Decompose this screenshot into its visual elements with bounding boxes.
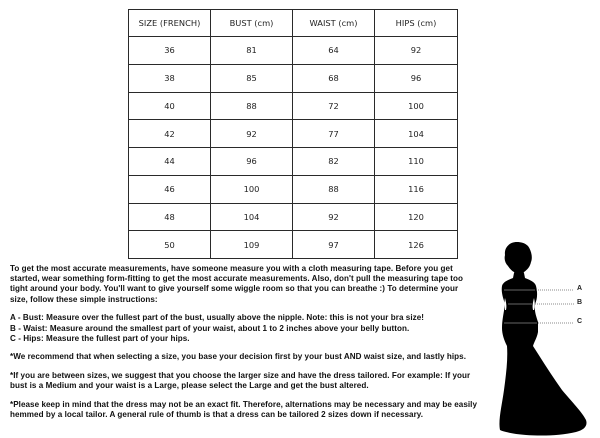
label-hips-c: C — [577, 318, 583, 325]
cell-waist: 72 — [293, 92, 375, 120]
cell-size: 48 — [129, 203, 211, 231]
cell-size: 46 — [129, 175, 211, 203]
cell-waist: 92 — [293, 203, 375, 231]
cell-waist: 82 — [293, 148, 375, 176]
cell-bust: 85 — [211, 64, 293, 92]
header-hips: HIPS (cm) — [375, 10, 458, 37]
cell-bust: 88 — [211, 92, 293, 120]
cell-hips: 110 — [375, 148, 458, 176]
cell-hips: 126 — [375, 231, 458, 259]
cell-size: 44 — [129, 148, 211, 176]
cell-waist: 68 — [293, 64, 375, 92]
step-bust: A - Bust: Measure over the fullest part of the bust, usually above the nipple. Note: this is not your bra size! — [10, 313, 425, 323]
table-row — [129, 203, 458, 231]
label-waist-b: B — [577, 299, 583, 306]
table-row — [129, 175, 458, 203]
header-waist: WAIST (cm) — [293, 10, 375, 37]
table-row — [129, 148, 458, 176]
cell-waist: 97 — [293, 231, 375, 259]
intro-line: To get the most accurate measurements, have someone measure you with a cloth measuring tape. Before you get — [10, 264, 453, 273]
table-row — [129, 231, 458, 259]
between-sizes-line: bust is a Medium and your waist is a Large, please select the Large and get the bust altered. — [10, 381, 369, 391]
cell-hips: 120 — [375, 203, 458, 231]
cell-bust: 96 — [211, 148, 293, 176]
label-bust-a: A — [577, 285, 583, 292]
cell-bust: 100 — [211, 175, 293, 203]
table-row — [129, 64, 458, 92]
cell-waist: 88 — [293, 175, 375, 203]
cell-waist: 64 — [293, 37, 375, 65]
cell-bust: 81 — [211, 37, 293, 65]
between-sizes-line: *If you are between sizes, we suggest that you choose the larger size and have the dress tailored. For example: If your — [10, 371, 471, 381]
cell-bust: 92 — [211, 120, 293, 148]
cell-hips: 92 — [375, 37, 458, 65]
cell-hips: 116 — [375, 175, 458, 203]
size-chart-table — [128, 9, 458, 259]
cell-waist: 77 — [293, 120, 375, 148]
cell-bust: 109 — [211, 231, 293, 259]
fit-note-line: *Please keep in mind that the dress may not be an exact fit. Therefore, alternations may be necessary and may be easily — [10, 400, 478, 410]
table-row — [129, 92, 458, 120]
step-waist: B - Waist: Measure around the smallest part of your waist, about 1 to 2 inches above your belly button. — [10, 323, 410, 333]
cell-hips: 96 — [375, 64, 458, 92]
cell-size: 40 — [129, 92, 211, 120]
cell-hips: 100 — [375, 92, 458, 120]
table-row — [129, 120, 458, 148]
cell-hips: 104 — [375, 120, 458, 148]
intro-line: size, follow these simple instructions: — [10, 294, 158, 304]
cell-size: 38 — [129, 64, 211, 92]
cell-bust: 104 — [211, 203, 293, 231]
cell-size: 36 — [129, 37, 211, 65]
header-size: SIZE (FRENCH) — [129, 10, 211, 37]
step-hips: C - Hips: Measure the fullest part of your hips. — [10, 333, 190, 343]
cell-size: 42 — [129, 120, 211, 148]
measurement-figure — [490, 240, 600, 438]
recommendation-note: *We recommend that when selecting a size, you base your decision first by your bust AND waist size, and lastly hips. — [10, 352, 467, 362]
intro-line: started, wear something form-fitting to get the most accurate measurements. Also, don't pull the measuring tape too — [10, 274, 464, 284]
table-header-row — [129, 10, 458, 37]
woman-silhouette-gown-icon — [490, 240, 600, 438]
table-row — [129, 37, 458, 65]
cell-size: 50 — [129, 231, 211, 259]
header-bust: BUST (cm) — [211, 10, 293, 37]
fit-note-line: hemmed by a local tailor. A general rule of thumb is that a dress can be tailored 2 sizes down if necessary. — [10, 410, 424, 420]
intro-line: tight around your body. You'll want to give yourself some wiggle room so that you can breathe :) To determine your — [10, 284, 459, 294]
measurement-instructions — [10, 264, 495, 420]
